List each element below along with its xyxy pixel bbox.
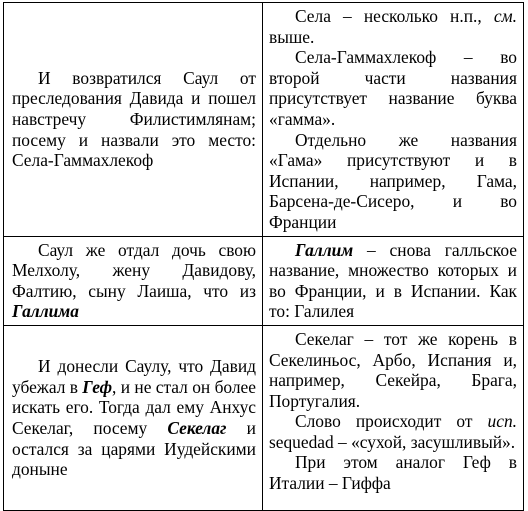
text-run: и остался за царями Иудейскими доныне	[12, 417, 256, 480]
highlighted-name: Галлим	[295, 239, 354, 260]
quote-text: И возвратился Саул от преследования Давида и пошел навстречу Филистимлянам; посему и назвали это место: Села-Гаммахлекоф	[12, 67, 256, 171]
quote-text	[12, 240, 256, 322]
biblical-quote-cell	[4, 3, 263, 237]
commentary-cell	[263, 3, 524, 237]
italic-abbrev: исп.	[487, 411, 517, 432]
text-run: Слово происходит от	[295, 411, 488, 432]
commentary-paragraph: Отдельно же названия «Гама» присутствуют и в Испании, например, Гама, Барсена-де-Сисеро, и во Франции	[269, 129, 517, 232]
text-run: И донесли Саулу, что Давид убежал в	[12, 356, 256, 397]
text-run: выше.	[269, 26, 315, 47]
commentary-paragraph: Села-Гаммахлекоф – во второй части названия присутствует название буква «гамма».	[269, 47, 517, 129]
biblical-quote-cell	[4, 325, 263, 510]
text-run: – снова галльское название, множество которых и во Франции, и в Испании. Как то: Галилея	[269, 239, 517, 322]
highlighted-name: Геф	[82, 376, 113, 397]
quote-text	[12, 356, 256, 480]
text-run: , и не стал он более искать его. Тогда дал ему Анхус Секелаг, посему	[12, 376, 256, 438]
commentary-paragraph: При этом аналог Геф в Италии – Гиффа	[269, 452, 517, 494]
comparison-table	[3, 2, 524, 511]
table-row	[4, 3, 524, 237]
commentary-cell	[263, 325, 524, 510]
table-row	[4, 236, 524, 325]
text-run: Саул же отдал дочь свою Мелхолу, жену Давидову, Фалтию, сыну Лаиша, что из	[12, 239, 256, 301]
text-run: sequedad – «сухой, засушливый».	[269, 431, 516, 452]
italic-abbrev: см.	[493, 6, 517, 26]
commentary-paragraph	[269, 6, 517, 47]
commentary-cell	[263, 236, 524, 325]
table-row	[4, 325, 524, 510]
commentary-paragraph	[269, 411, 517, 452]
text-run: Села – несколько н.п.,	[295, 6, 494, 26]
commentary-paragraph	[269, 240, 517, 322]
commentary-paragraph: Секелаг – тот же корень в Секелиньос, Арбо, Испания и, например, Секейра, Брага, Португалия.	[269, 328, 517, 411]
highlighted-name: Секелаг	[167, 417, 227, 438]
biblical-quote-cell	[4, 236, 263, 325]
highlighted-name: Галлима	[12, 301, 79, 322]
